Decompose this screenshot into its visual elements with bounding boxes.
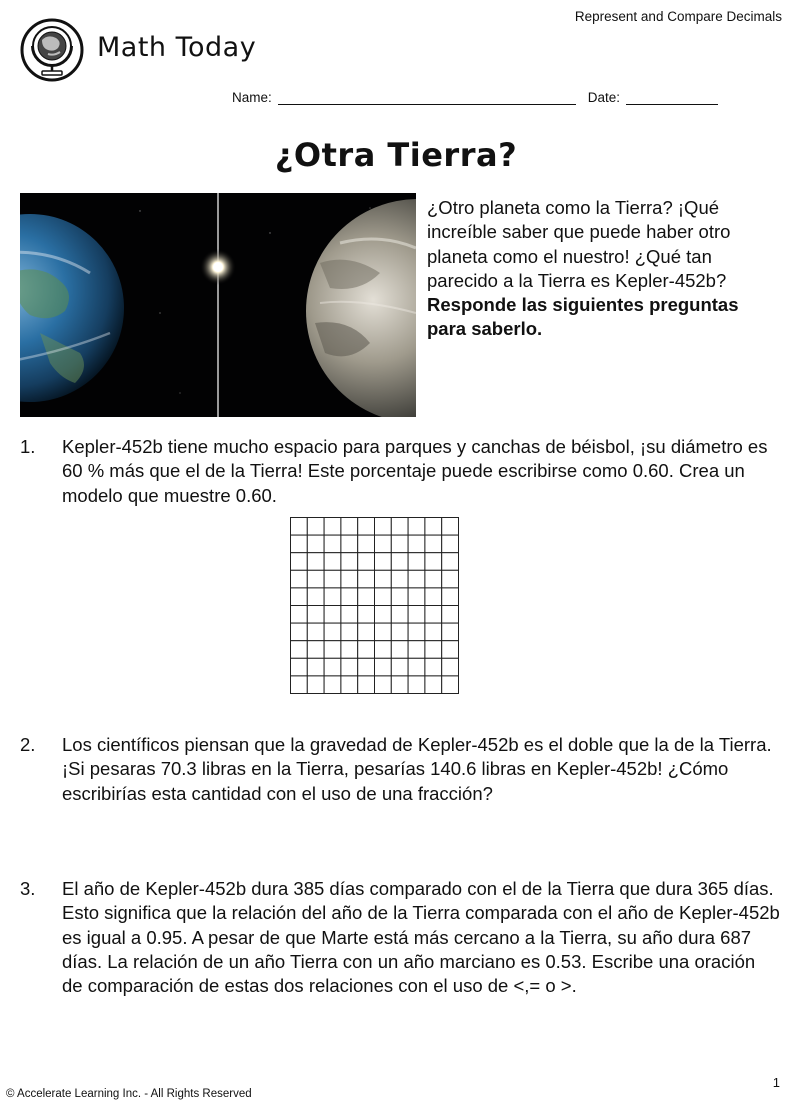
grid-cell[interactable]	[375, 623, 392, 641]
page-number: 1	[772, 1075, 780, 1090]
grid-cell[interactable]	[341, 553, 358, 571]
grid-cell[interactable]	[307, 553, 324, 571]
brand-name: Math Today	[97, 32, 257, 63]
question-text: Los científicos piensan que la gravedad de Kepler-452b es el doble que la de la Tierra. ¡Si pesaras 70.3 libras en la Tierra, pesarías 140.6 libras en Kepler-452b! ¿Cómo escribirías esta cantidad con el uso de una fracción?	[62, 734, 772, 804]
grid-cell[interactable]	[375, 641, 392, 659]
grid-cell[interactable]	[425, 606, 442, 624]
grid-cell[interactable]	[425, 553, 442, 571]
grid-cell[interactable]	[408, 535, 425, 553]
grid-cell[interactable]	[291, 676, 308, 694]
grid-cell[interactable]	[324, 553, 341, 571]
grid-cell[interactable]	[324, 606, 341, 624]
grid-cell[interactable]	[358, 658, 375, 676]
grid-cell[interactable]	[442, 623, 459, 641]
question-3	[20, 877, 780, 998]
intro-body: ¿Otro planeta como la Tierra? ¡Qué increíble saber que puede haber otro planeta como el nuestro! ¿Qué tan parecido a la Tierra es Kepler-452b?	[427, 197, 731, 291]
grid-cell[interactable]	[375, 606, 392, 624]
grid-cell[interactable]	[341, 676, 358, 694]
grid-cell[interactable]	[307, 588, 324, 606]
date-label: Date:	[587, 90, 621, 105]
grid-cell[interactable]	[408, 676, 425, 694]
page-title: ¿Otra Tierra?	[274, 136, 518, 174]
grid-cell[interactable]	[442, 606, 459, 624]
question-text: El año de Kepler-452b dura 385 días comparado con el de la Tierra que dura 365 días. Esto significa que la relación del año de la Tierra comparada con el año de Kepler-452b es igual a 0.95. A pesar de que Marte está más cercano a la Tierra, su año dura 687 días. La relación de un año Tierra con un año marciano es 0.53. Escribe una oración de comparación de estas dos relaciones con el uso de <,= o >.	[62, 878, 780, 997]
grid-cell[interactable]	[324, 518, 341, 536]
grid-cell[interactable]	[425, 623, 442, 641]
grid-cell[interactable]	[408, 623, 425, 641]
grid-cell[interactable]	[425, 518, 442, 536]
topic-label: Represent and Compare Decimals	[574, 9, 782, 24]
grid-cell[interactable]	[375, 658, 392, 676]
grid-cell[interactable]	[408, 553, 425, 571]
grid-cell[interactable]	[341, 606, 358, 624]
grid-cell[interactable]	[324, 623, 341, 641]
grid-cell[interactable]	[291, 570, 308, 588]
grid-cell[interactable]	[341, 535, 358, 553]
globe-icon	[18, 18, 86, 82]
grid-cell[interactable]	[375, 588, 392, 606]
grid-cell[interactable]	[324, 535, 341, 553]
grid-cell[interactable]	[291, 658, 308, 676]
copyright-footer: © Accelerate Learning Inc. - All Rights Reserved	[6, 1088, 252, 1100]
grid-cell[interactable]	[442, 641, 459, 659]
name-field[interactable]	[278, 93, 576, 105]
grid-cell[interactable]	[391, 570, 408, 588]
grid-cell[interactable]	[358, 535, 375, 553]
grid-cell[interactable]	[358, 676, 375, 694]
grid-cell[interactable]	[425, 570, 442, 588]
grid-cell[interactable]	[391, 606, 408, 624]
planets-photo	[20, 193, 416, 417]
question-1	[20, 435, 780, 508]
grid-cell[interactable]	[341, 570, 358, 588]
grid-cell[interactable]	[324, 658, 341, 676]
grid-cell[interactable]	[291, 623, 308, 641]
grid-cell[interactable]	[324, 641, 341, 659]
grid-cell[interactable]	[341, 641, 358, 659]
grid-cell[interactable]	[291, 553, 308, 571]
grid-cell[interactable]	[291, 588, 308, 606]
grid-cell[interactable]	[391, 588, 408, 606]
name-date-row	[232, 90, 718, 105]
question-number: 2.	[20, 734, 36, 755]
grid-cell[interactable]	[358, 570, 375, 588]
grid-cell[interactable]	[324, 676, 341, 694]
grid-cell[interactable]	[408, 641, 425, 659]
hundredths-grid[interactable]	[290, 517, 459, 694]
grid-cell[interactable]	[375, 535, 392, 553]
grid-cell[interactable]	[307, 535, 324, 553]
grid-cell[interactable]	[341, 623, 358, 641]
grid-cell[interactable]	[307, 570, 324, 588]
grid-cell[interactable]	[291, 606, 308, 624]
grid-cell[interactable]	[408, 658, 425, 676]
grid-cell[interactable]	[307, 623, 324, 641]
grid-cell[interactable]	[358, 553, 375, 571]
grid-cell[interactable]	[391, 535, 408, 553]
grid-cell[interactable]	[307, 676, 324, 694]
grid-cell[interactable]	[425, 588, 442, 606]
grid-cell[interactable]	[391, 518, 408, 536]
grid-cell[interactable]	[425, 676, 442, 694]
intro-text	[427, 196, 782, 342]
grid-cell[interactable]	[324, 588, 341, 606]
grid-cell[interactable]	[442, 588, 459, 606]
grid-cell[interactable]	[341, 588, 358, 606]
grid-cell[interactable]	[307, 518, 324, 536]
grid-cell[interactable]	[358, 588, 375, 606]
grid-cell[interactable]	[324, 570, 341, 588]
question-number: 1.	[20, 436, 36, 457]
grid-cell[interactable]	[408, 518, 425, 536]
grid-cell[interactable]	[442, 553, 459, 571]
grid-cell[interactable]	[391, 641, 408, 659]
grid-cell[interactable]	[442, 658, 459, 676]
question-text: Kepler-452b tiene mucho espacio para parques y canchas de béisbol, ¡su diámetro es 60 % más que el de la Tierra! Este porcentaje puede escribirse como 0.60. Crea un modelo que muestre 0.60.	[62, 436, 768, 506]
grid-cell[interactable]	[358, 518, 375, 536]
grid-cell[interactable]	[408, 606, 425, 624]
grid-cell[interactable]	[307, 658, 324, 676]
grid-cell[interactable]	[307, 641, 324, 659]
grid-cell[interactable]	[291, 518, 308, 536]
grid-cell[interactable]	[442, 570, 459, 588]
grid-cell[interactable]	[358, 623, 375, 641]
grid-cell[interactable]	[341, 658, 358, 676]
grid-cell[interactable]	[391, 658, 408, 676]
grid-cell[interactable]	[391, 623, 408, 641]
grid-cell[interactable]	[408, 588, 425, 606]
intro-instruction: Responde las siguientes preguntas para saberlo.	[427, 294, 739, 340]
grid-cell[interactable]	[307, 606, 324, 624]
grid-cell[interactable]	[391, 553, 408, 571]
grid-cell[interactable]	[408, 570, 425, 588]
grid-cell[interactable]	[442, 676, 459, 694]
name-label: Name:	[232, 90, 272, 105]
grid-cell[interactable]	[375, 518, 392, 536]
date-field[interactable]	[626, 93, 718, 105]
grid-cell[interactable]	[341, 518, 358, 536]
grid-cell[interactable]	[425, 641, 442, 659]
grid-cell[interactable]	[391, 676, 408, 694]
grid-cell[interactable]	[425, 658, 442, 676]
grid-cell[interactable]	[291, 535, 308, 553]
grid-cell[interactable]	[375, 553, 392, 571]
question-2	[20, 733, 780, 806]
grid-cell[interactable]	[291, 641, 308, 659]
grid-cell[interactable]	[375, 570, 392, 588]
grid-cell[interactable]	[358, 641, 375, 659]
grid-cell[interactable]	[375, 676, 392, 694]
question-number: 3.	[20, 878, 36, 899]
grid-cell[interactable]	[442, 535, 459, 553]
grid-cell[interactable]	[358, 606, 375, 624]
grid-cell[interactable]	[442, 518, 459, 536]
grid-cell[interactable]	[425, 535, 442, 553]
